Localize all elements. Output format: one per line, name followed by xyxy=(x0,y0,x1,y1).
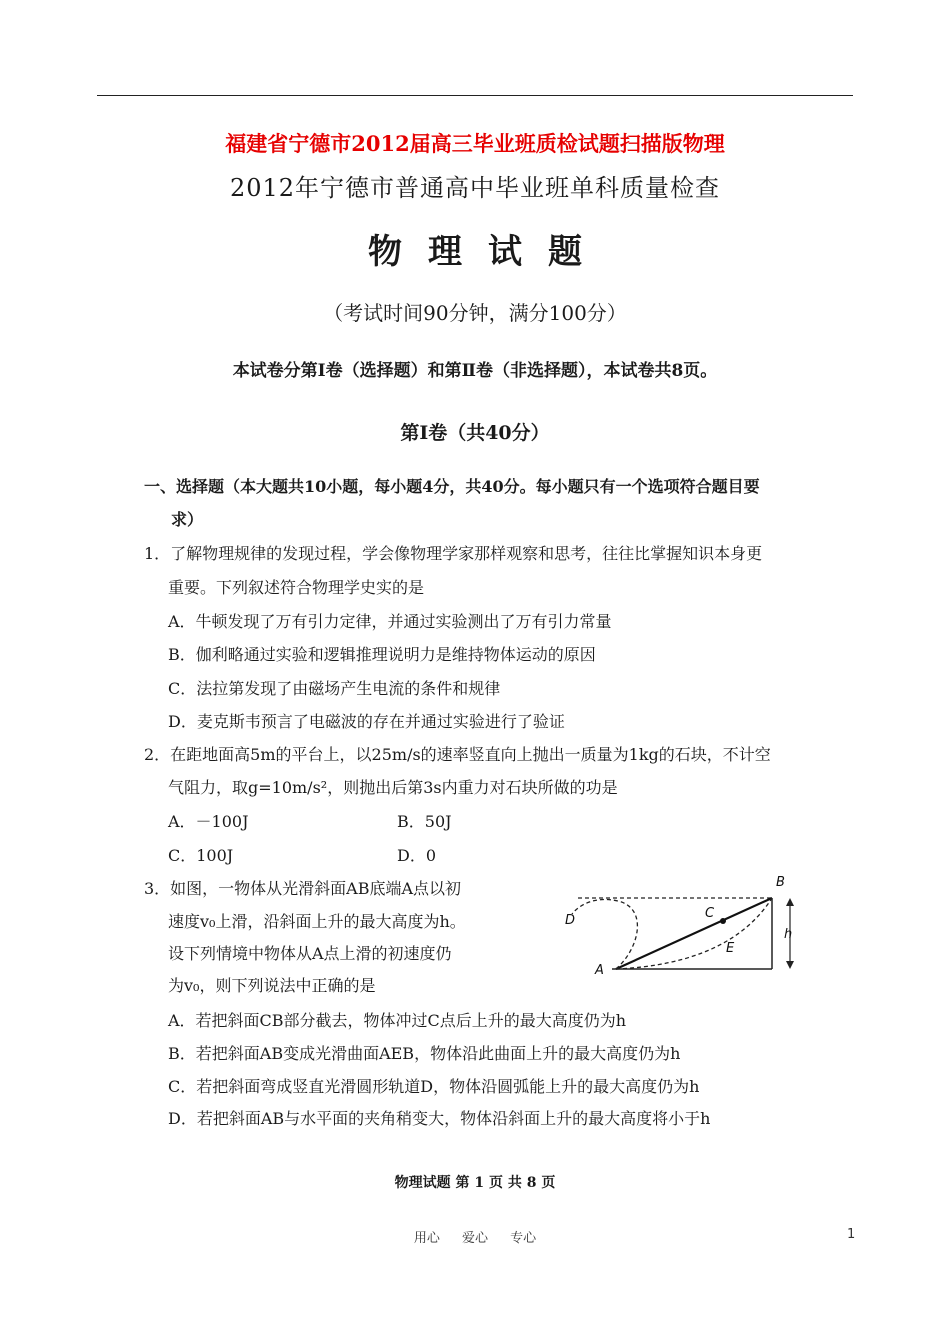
arrow-down xyxy=(786,961,794,969)
question-2-option-a: A．－100J xyxy=(168,812,249,831)
exam-title: 物理试题 xyxy=(368,232,608,272)
question-3-option-b: B．若把斜面AB变成光滑曲面AEB，物体沿此曲面上升的最大高度仍为h xyxy=(168,1044,681,1063)
question-2-stem-cont: 气阻力，取g=10m/s²，则抛出后第3s内重力对石块所做的功是 xyxy=(168,778,618,797)
question-2-option-b: B．50J xyxy=(397,812,452,831)
label-h: h xyxy=(784,927,793,942)
time-note: （考试时间90分钟，满分100分） xyxy=(323,301,627,325)
label-a: A xyxy=(595,963,604,978)
question-3-stem-cont-1: 速度v₀上滑，沿斜面上升的最大高度为h。 xyxy=(168,912,466,931)
circular-track-d xyxy=(572,899,637,969)
question-2-option-d: D．0 xyxy=(397,846,437,865)
question-1-option-a: A．牛顿发现了万有引力定律，并通过实验测出了万有引力常量 xyxy=(168,612,612,631)
section-heading: 一、选择题（本大题共10小题，每小题4分，共40分。每小题只有一个选项符合题目要 xyxy=(144,477,760,496)
page-footer: 物理试题 第 1 页 共 8 页 xyxy=(394,1175,556,1191)
header-rule xyxy=(97,95,853,96)
document-title: 福建省宁德市2012届高三毕业班质检试题扫描版物理 xyxy=(225,131,725,156)
question-1-option-d: D．麦克斯韦预言了电磁波的存在并通过实验进行了验证 xyxy=(168,712,565,731)
label-d: D xyxy=(565,913,576,928)
label-e: E xyxy=(726,941,735,956)
question-1-option-b: B．伽利略通过实验和逻辑推理说明力是维持物体运动的原因 xyxy=(168,645,596,664)
incline-figure xyxy=(540,868,810,980)
label-b: B xyxy=(776,875,785,890)
question-2-stem: 2．在距地面高5m的平台上，以25m/s的速率竖直向上抛出一质量为1kg的石块，不计空 xyxy=(144,745,771,764)
question-2-option-c: C．100J xyxy=(168,846,234,865)
page-number: 1 xyxy=(847,1227,856,1242)
question-3-stem-cont-3: 为v₀，则下列说法中正确的是 xyxy=(168,976,376,995)
label-c: C xyxy=(705,906,715,921)
question-1-stem-cont: 重要。下列叙述符合物理学史实的是 xyxy=(168,578,425,597)
question-3-stem-cont-2: 设下列情境中物体从A点上滑的初速度仍 xyxy=(168,944,452,963)
section-heading-cont: 求） xyxy=(171,510,204,529)
question-1-stem: 1．了解物理规律的发现过程，学会像物理学家那样观察和思考，往往比掌握知识本身更 xyxy=(144,544,763,563)
exam-notice: 本试卷分第Ⅰ卷（选择题）和第Ⅱ卷（非选择题），本试卷共8页。 xyxy=(232,361,718,381)
bottom-slogan: 用心 爱心 专心 xyxy=(413,1231,537,1246)
question-3-option-d: D．若把斜面AB与水平面的夹角稍变大，物体沿斜面上升的最大高度将小于h xyxy=(168,1109,711,1128)
question-3-option-c: C．若把斜面弯成竖直光滑圆形轨道D，物体沿圆弧能上升的最大高度仍为h xyxy=(168,1077,700,1096)
incline-ab xyxy=(616,898,772,969)
exam-subtitle: 2012年宁德市普通高中毕业班单科质量检查 xyxy=(229,174,721,202)
question-3-stem: 3．如图，一物体从光滑斜面AB底端A点以初 xyxy=(144,879,462,898)
question-3-option-a: A．若把斜面CB部分截去，物体冲过C点后上升的最大高度仍为h xyxy=(168,1011,627,1030)
question-1-option-c: C．法拉第发现了由磁场产生电流的条件和规律 xyxy=(168,679,501,698)
volume-title: 第Ⅰ卷（共40分） xyxy=(400,422,550,444)
point-c xyxy=(720,918,726,924)
arrow-up xyxy=(786,898,794,906)
